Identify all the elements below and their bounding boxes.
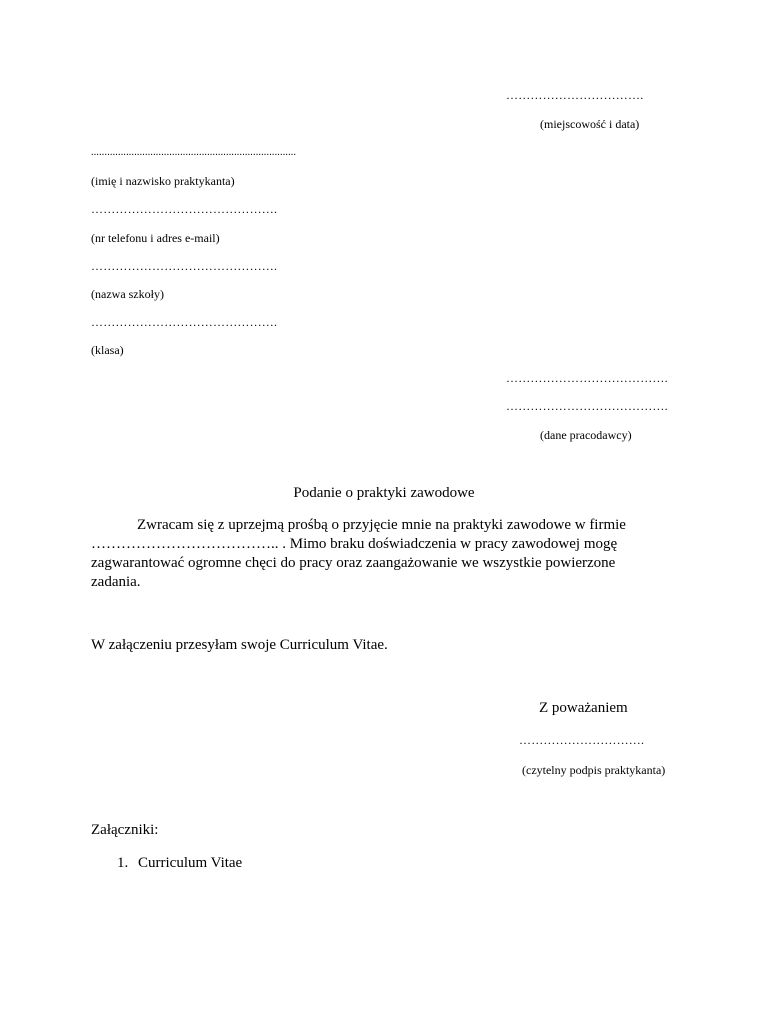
- paragraph-line-2: ……………………………….. . Mimo braku doświadczenia w pracy zawodowej mogę: [91, 536, 618, 552]
- phone-label: (nr telefonu i adres e-mail): [91, 231, 220, 245]
- class-label: (klasa): [91, 343, 124, 357]
- school-label: (nazwa szkoły): [91, 287, 164, 301]
- school-dots: ……………………………………….: [91, 259, 278, 273]
- paragraph-line-1: Zwracam się z uprzejmą prośbą o przyjęcie mnie na praktyki zawodowe w firmie: [137, 517, 626, 533]
- employer-dots-2: ………………………………….: [506, 399, 668, 413]
- employer-label: (dane pracodawcy): [540, 428, 632, 442]
- closing: Z poważaniem: [539, 700, 628, 716]
- paragraph-line-3: zagwarantować ogromne chęci do pracy oraz zaangażowanie we wszystkie powierzone: [91, 555, 616, 571]
- attachment-sentence: W załączeniu przesyłam swoje Curriculum Vitae.: [91, 637, 388, 653]
- employer-dots-1: ………………………………….: [506, 371, 668, 385]
- name-label: (imię i nazwisko praktykanta): [91, 174, 235, 188]
- name-dots: ............................................................................: [91, 147, 297, 158]
- attachment-item-text: Curriculum Vitae: [138, 855, 243, 871]
- paragraph-line-4: zadania.: [91, 574, 141, 590]
- letter-title: Podanie o praktyki zawodowe: [293, 485, 475, 501]
- signature-dots: ………………………….: [519, 733, 645, 747]
- place-date-dots: …………………………….: [506, 88, 644, 102]
- class-dots: ……………………………………….: [91, 315, 278, 329]
- signature-label: (czytelny podpis praktykanta): [522, 763, 666, 777]
- attachment-item-number: 1.: [117, 855, 129, 871]
- phone-dots: ……………………………………….: [91, 202, 278, 216]
- place-date-label: (miejscowość i data): [540, 117, 640, 131]
- attachments-heading: Załączniki:: [91, 822, 159, 838]
